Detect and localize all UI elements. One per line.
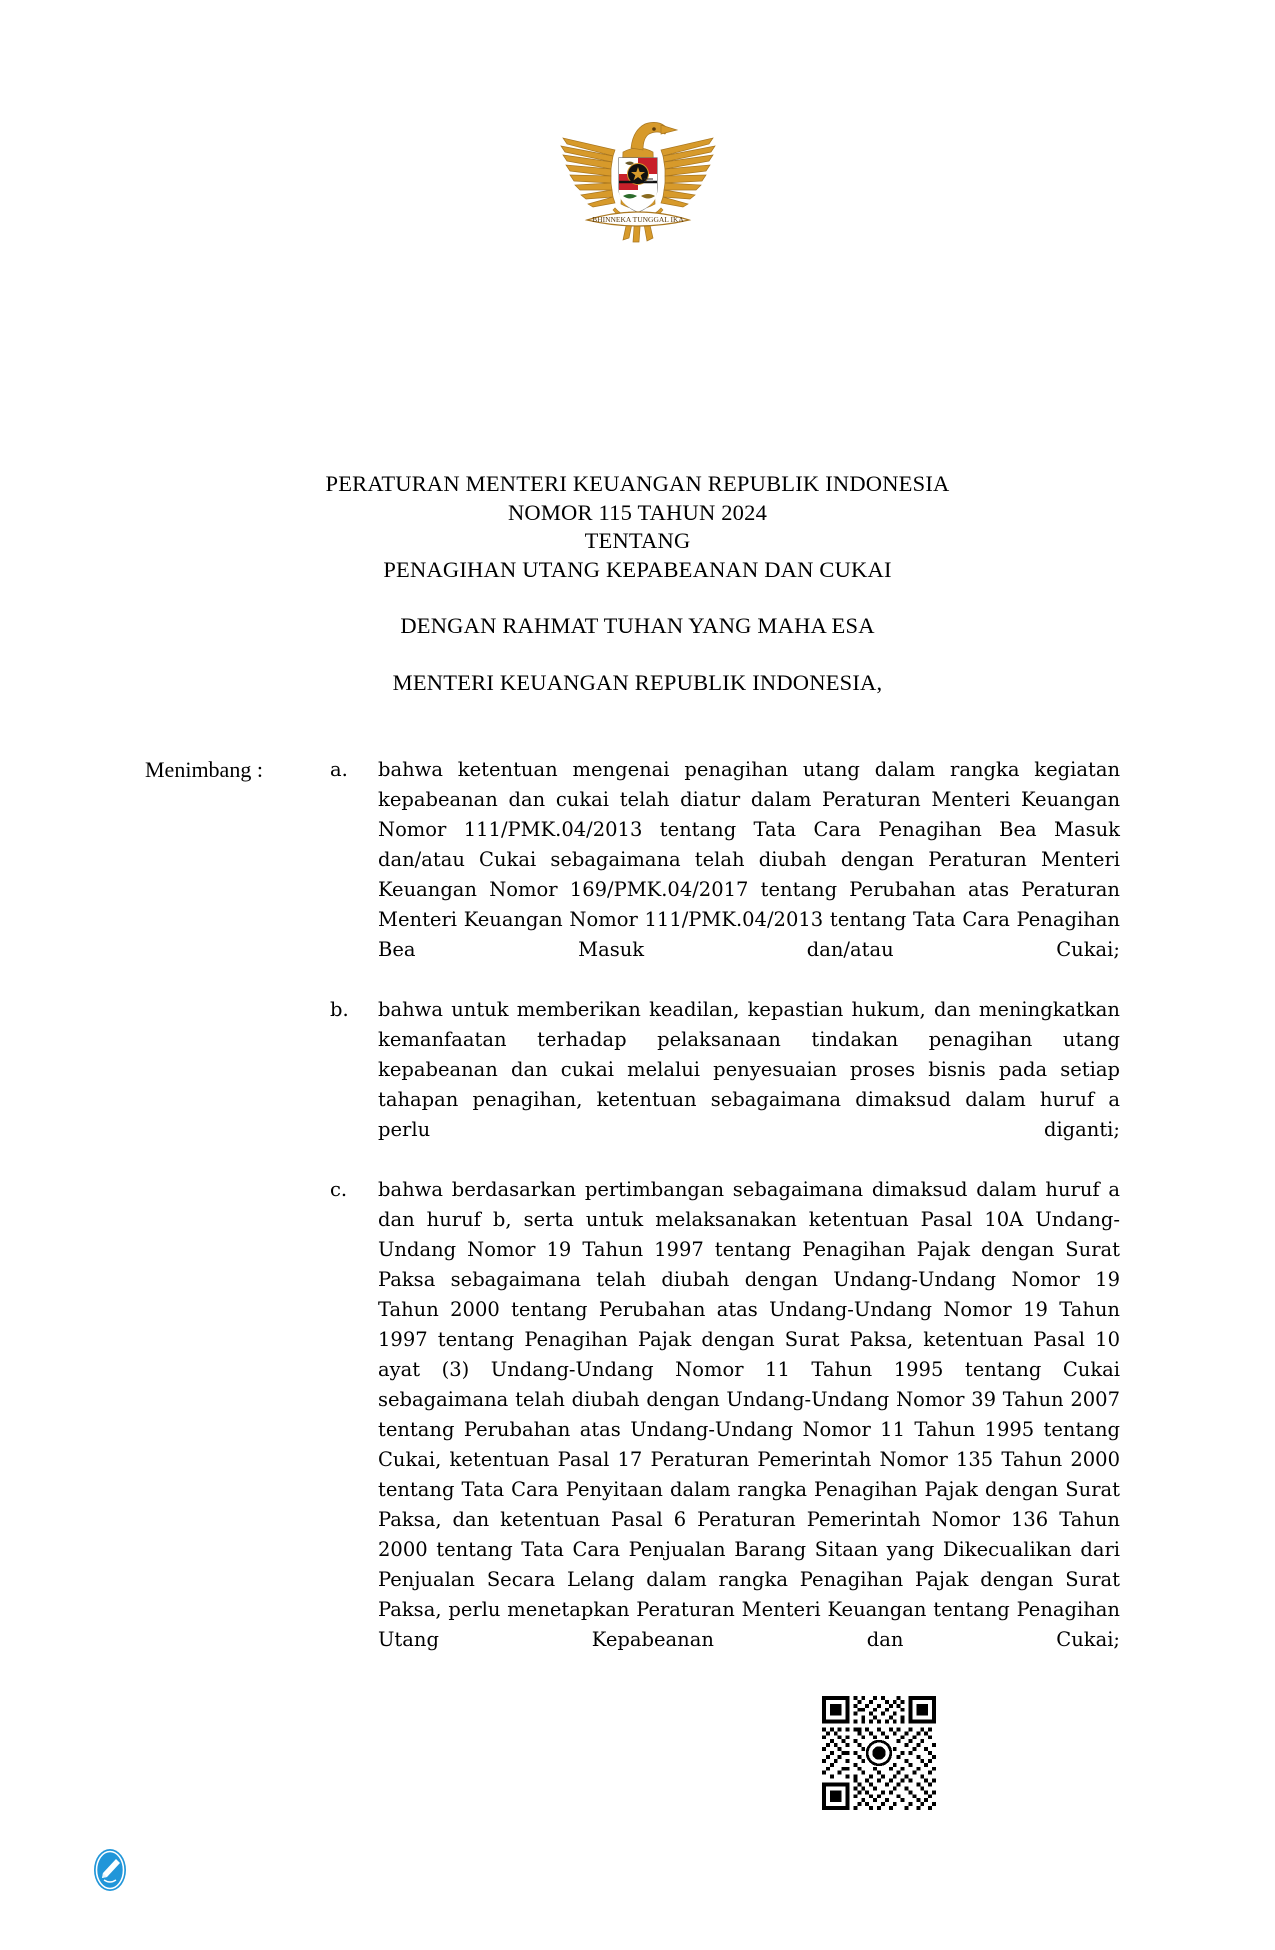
title-line-3: TENTANG — [584, 528, 691, 553]
emblem-container — [0, 108, 1275, 263]
considering-items — [330, 755, 1275, 1685]
title-line-4: PENAGIHAN UTANG KEPABEANAN DAN CUKAI — [383, 556, 892, 582]
considering-row — [0, 755, 1275, 1685]
title-spacer-2 — [0, 641, 1275, 669]
document-title-block — [0, 470, 1275, 697]
title-spacer-1 — [0, 584, 1275, 612]
emblem-motto-text: BHINNEKA TUNGGAL IKA — [591, 215, 684, 224]
garuda-pancasila-emblem — [553, 108, 723, 258]
considering-item-text: bahwa berdasarkan pertimbangan sebagaimana dimaksud dalam huruf a dan huruf b, serta untuk melaksanakan ketentuan Pasal 10A Undang-Undang Nomor 19 Tahun 1997 tentang Penagihan Pajak dengan Surat Paksa sebagaimana telah diubah dengan Undang-Undang Nomor 19 Tahun 2000 tentang Perubahan atas Undang-Undang Nomor 19 Tahun 1997 tentang Penagihan Pajak dengan Surat Paksa, ketentuan Pasal 10 ayat (3) Undang-Undang Nomor 11 Tahun 1995 tentang Cukai sebagaimana telah diubah dengan Undang-Undang Nomor 39 Tahun 2007 tentang Perubahan atas Undang-Undang Nomor 11 Tahun 1995 tentang Cukai, ketentuan Pasal 17 Peraturan Pemerintah Nomor 135 Tahun 2000 tentang Tata Cara Penyitaan dalam rangka Penagihan Pajak dengan Surat Paksa, dan ketentuan Pasal 6 Peraturan Pemerintah Nomor 136 Tahun 2000 tentang Tata Cara Penjualan Barang Sitaan yang Dikecualikan dari Penjualan Secara Lelang dalam rangka Penagihan Pajak dengan Surat Paksa, perlu menetapkan Peraturan Menteri Keuangan tentang Penagihan Utang Kepabeanan dan Cukai; — [378, 1178, 1120, 1651]
qr-code[interactable] — [822, 1696, 936, 1810]
considering-item-text: bahwa ketentuan mengenai penagihan utang dalam rangka kegiatan kepabeanan dan cukai telah diatur dalam Peraturan Menteri Keuangan Nomor 111/PMK.04/2013 tentang Tata Cara Penagihan Bea Masuk dan/atau Cukai sebagaimana telah diubah dengan Peraturan Menteri Keuangan Nomor 169/PMK.04/2017 tentang Perubahan atas Peraturan Menteri Keuangan Nomor 111/PMK.04/2013 tentang Tata Cara Penagihan Bea Masuk dan/atau Cukai; — [378, 758, 1120, 961]
title-line-1: PERATURAN MENTERI KEUANGAN REPUBLIK INDONESIA — [325, 471, 950, 496]
considering-item — [330, 755, 1120, 995]
considering-item-text: bahwa untuk memberikan keadilan, kepastian hukum, dan meningkatkan kemanfaatan terhadap pelaksanaan tindakan penagihan utang kepabeanan dan cukai melalui penyesuaian proses bisnis pada setiap tahapan penagihan, ketentuan sebagaimana dimaksud dalam huruf a perlu diganti; — [378, 998, 1120, 1141]
digital-signature-icon[interactable] — [91, 1847, 129, 1893]
considering-item-marker: c. — [330, 1178, 348, 1201]
considering-item-marker: a. — [330, 758, 348, 781]
considering-item — [330, 995, 1120, 1175]
blessing-line: DENGAN RAHMAT TUHAN YANG MAHA ESA — [400, 613, 875, 638]
authority-line: MENTERI KEUANGAN REPUBLIK INDONESIA, — [392, 669, 883, 695]
considering-item-marker: b. — [330, 998, 349, 1021]
title-line-2: NOMOR 115 TAHUN 2024 — [507, 499, 768, 525]
considering-label: Menimbang : — [145, 757, 263, 782]
considering-item — [330, 1175, 1120, 1685]
considering-section — [0, 755, 1275, 1685]
